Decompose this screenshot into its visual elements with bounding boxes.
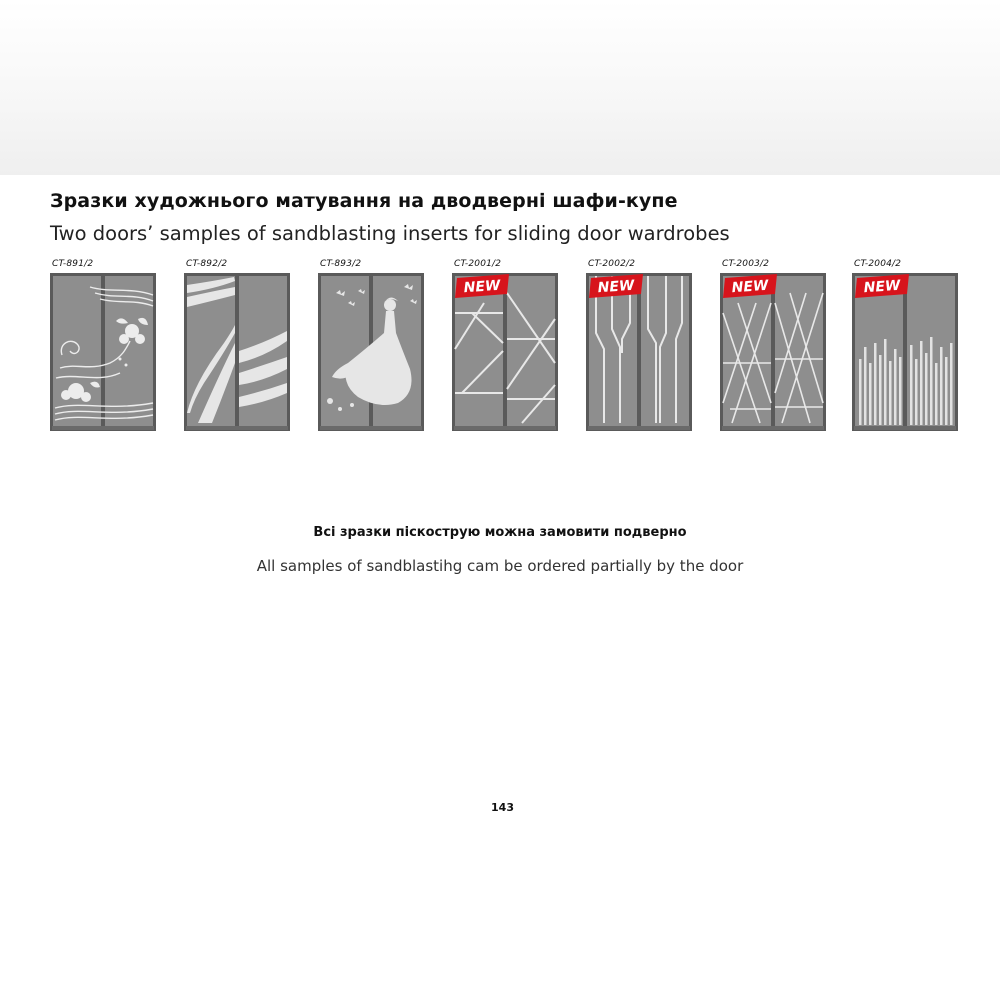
sample-card-ct-2004 xyxy=(852,259,962,434)
sample-card-ct-891 xyxy=(50,259,160,434)
new-badge-label: NEW xyxy=(597,277,635,297)
page-number: 143 xyxy=(491,801,514,814)
catalog-title-ukrainian: Зразки художнього матування на дводверні шафи-купе xyxy=(50,190,678,212)
sample-card-ct-2002 xyxy=(586,259,696,434)
new-badge-label: NEW xyxy=(731,277,769,297)
catalog-title-english: Two doors’ samples of sandblasting inserts for sliding door wardrobes xyxy=(50,222,730,245)
new-badge xyxy=(587,272,645,300)
wardrobe-waves xyxy=(184,273,290,431)
sample-card-ct-2003 xyxy=(720,259,830,434)
sample-code: CT-892/2 xyxy=(186,259,228,269)
wardrobe-princess-butterflies xyxy=(318,273,424,431)
sample-card-ct-2001 xyxy=(452,259,562,434)
sample-code: CT-893/2 xyxy=(320,259,362,269)
note-ukrainian: Всі зразки піскострую можна замовити подверно xyxy=(313,525,687,540)
sample-code: CT-2003/2 xyxy=(722,259,770,269)
new-badge xyxy=(853,272,911,300)
page-header-band xyxy=(0,0,1000,175)
new-badge xyxy=(721,272,779,300)
new-badge-label: NEW xyxy=(863,277,901,297)
note-english: All samples of sandblastihg cam be ordered partially by the door xyxy=(256,557,744,575)
sample-code: CT-2001/2 xyxy=(454,259,502,269)
sample-card-ct-893 xyxy=(318,259,428,434)
new-badge-label: NEW xyxy=(463,277,501,297)
sample-code: CT-2004/2 xyxy=(854,259,902,269)
wardrobe-floral-swirl xyxy=(50,273,156,431)
sample-code: CT-891/2 xyxy=(52,259,94,269)
sample-card-ct-892 xyxy=(184,259,294,434)
new-badge xyxy=(453,272,511,300)
sample-code: CT-2002/2 xyxy=(588,259,636,269)
